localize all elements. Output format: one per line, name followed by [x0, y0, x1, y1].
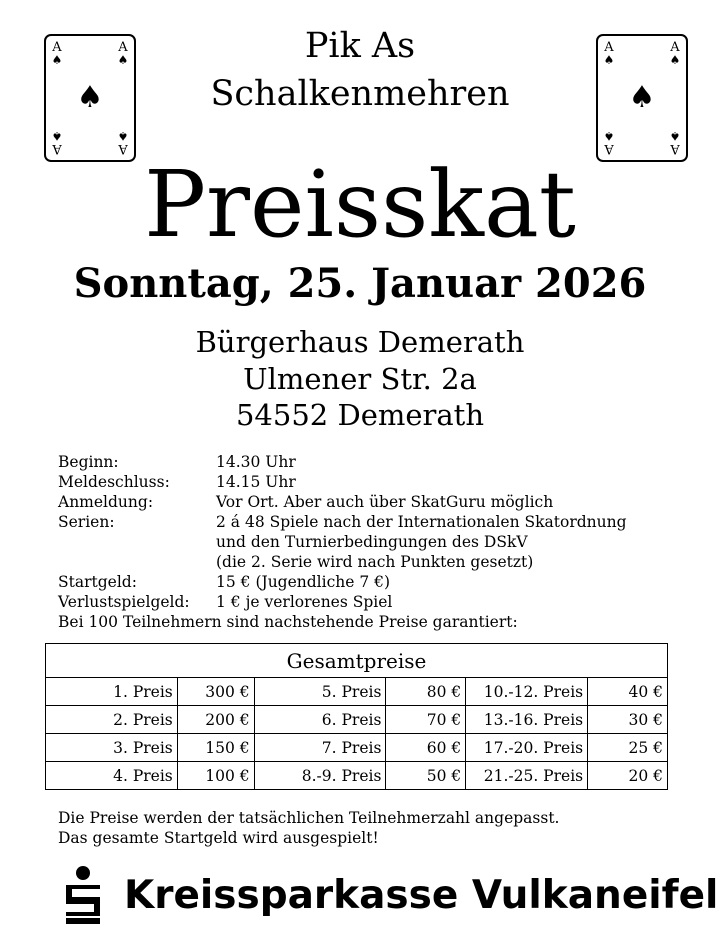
event-details	[58, 452, 698, 632]
prize-amount: 200 €	[177, 706, 254, 734]
spade-icon: ♠	[117, 53, 129, 67]
spade-icon: ♠	[669, 53, 681, 67]
club-name: Pik As	[304, 26, 416, 66]
spade-icon: ♠	[51, 129, 63, 143]
detail-value: 2 á 48 Spiele nach der Internationalen Skatordnung	[216, 513, 627, 531]
prize-place: 3. Preis	[46, 734, 178, 762]
prize-place: 1. Preis	[46, 678, 178, 706]
detail-label: Verlustspielgeld:	[58, 593, 190, 611]
detail-value: 1 € je verlorenes Spiel	[216, 593, 393, 611]
spade-icon: ♠	[76, 80, 104, 115]
detail-serien	[58, 512, 698, 572]
footer-line: Das gesamte Startgeld wird ausgespielt!	[58, 829, 379, 847]
detail-label: Serien:	[58, 513, 115, 531]
prize-amount: 30 €	[588, 706, 668, 734]
venue-city: 54552 Demerath	[235, 398, 485, 432]
spade-icon: ♠	[628, 80, 656, 115]
sparkasse-icon	[62, 866, 104, 924]
prize-place: 13.-16. Preis	[466, 706, 588, 734]
prize-place: 2. Preis	[46, 706, 178, 734]
card-rank: A	[118, 40, 128, 55]
card-rank: A	[118, 141, 128, 156]
prize-place: 6. Preis	[254, 706, 386, 734]
prize-amount: 25 €	[588, 734, 668, 762]
venue-street: Ulmener Str. 2a	[243, 362, 477, 396]
card-rank: A	[52, 40, 62, 55]
prize-amount: 70 €	[386, 706, 466, 734]
footer-line: Die Preise werden der tatsächlichen Teilnehmerzahl angepasst.	[58, 809, 560, 827]
detail-label: Startgeld:	[58, 573, 137, 591]
detail-label: Beginn:	[58, 453, 119, 471]
sponsor-name: Kreissparkasse Vulkaneifel	[124, 872, 719, 918]
sponsor-logo	[62, 866, 718, 924]
detail-verlustspielgeld	[58, 592, 698, 612]
detail-value: und den Turnierbedingungen des DSkV	[216, 533, 528, 551]
detail-value: Vor Ort. Aber auch über SkatGuru möglich	[216, 493, 554, 511]
detail-meldeschluss	[58, 472, 698, 492]
card-rank: A	[670, 141, 680, 156]
event-date: Sonntag, 25. Januar 2026	[73, 260, 647, 307]
card-rank: A	[52, 141, 62, 156]
detail-value: 15 € (Jugendliche 7 €)	[216, 573, 391, 591]
spade-icon: ♠	[51, 53, 63, 67]
prize-place: 10.-12. Preis	[466, 678, 588, 706]
prize-amount: 50 €	[386, 762, 466, 790]
prize-amount: 150 €	[177, 734, 254, 762]
prize-row	[46, 762, 668, 790]
footer-note	[58, 808, 559, 848]
prize-amount: 60 €	[386, 734, 466, 762]
card-rank: A	[604, 141, 614, 156]
spade-icon: ♠	[117, 129, 129, 143]
detail-anmeldung	[58, 492, 698, 512]
prize-amount: 100 €	[177, 762, 254, 790]
prize-amount: 300 €	[177, 678, 254, 706]
prize-place: 17.-20. Preis	[466, 734, 588, 762]
detail-value: 14.15 Uhr	[216, 473, 296, 491]
prize-place: 4. Preis	[46, 762, 178, 790]
prize-amount: 80 €	[386, 678, 466, 706]
prize-table-header: Gesamtpreise	[46, 644, 668, 678]
club-location: Schalkenmehren	[210, 74, 510, 114]
spade-icon: ♠	[603, 129, 615, 143]
detail-value: 14.30 Uhr	[216, 453, 296, 471]
prize-place: 7. Preis	[254, 734, 386, 762]
card-rank: A	[604, 40, 614, 55]
prize-place: 5. Preis	[254, 678, 386, 706]
detail-beginn	[58, 452, 698, 472]
prize-place: 8.-9. Preis	[254, 762, 386, 790]
prize-table	[45, 643, 668, 790]
detail-label: Anmeldung:	[58, 493, 154, 511]
guarantee-note: Bei 100 Teilnehmern sind nachstehende Preise garantiert:	[58, 613, 518, 631]
prize-amount: 40 €	[588, 678, 668, 706]
prize-row	[46, 678, 668, 706]
venue-name: Bürgerhaus Demerath	[195, 325, 525, 359]
detail-value: (die 2. Serie wird nach Punkten gesetzt)	[216, 553, 534, 571]
event-title: Preisskat	[144, 151, 576, 258]
spade-icon: ♠	[603, 53, 615, 67]
prize-row	[46, 734, 668, 762]
prize-place: 21.-25. Preis	[466, 762, 588, 790]
detail-label: Meldeschluss:	[58, 473, 170, 491]
prize-amount: 20 €	[588, 762, 668, 790]
prize-row	[46, 706, 668, 734]
spade-icon: ♠	[669, 129, 681, 143]
card-rank: A	[670, 40, 680, 55]
detail-startgeld	[58, 572, 698, 592]
